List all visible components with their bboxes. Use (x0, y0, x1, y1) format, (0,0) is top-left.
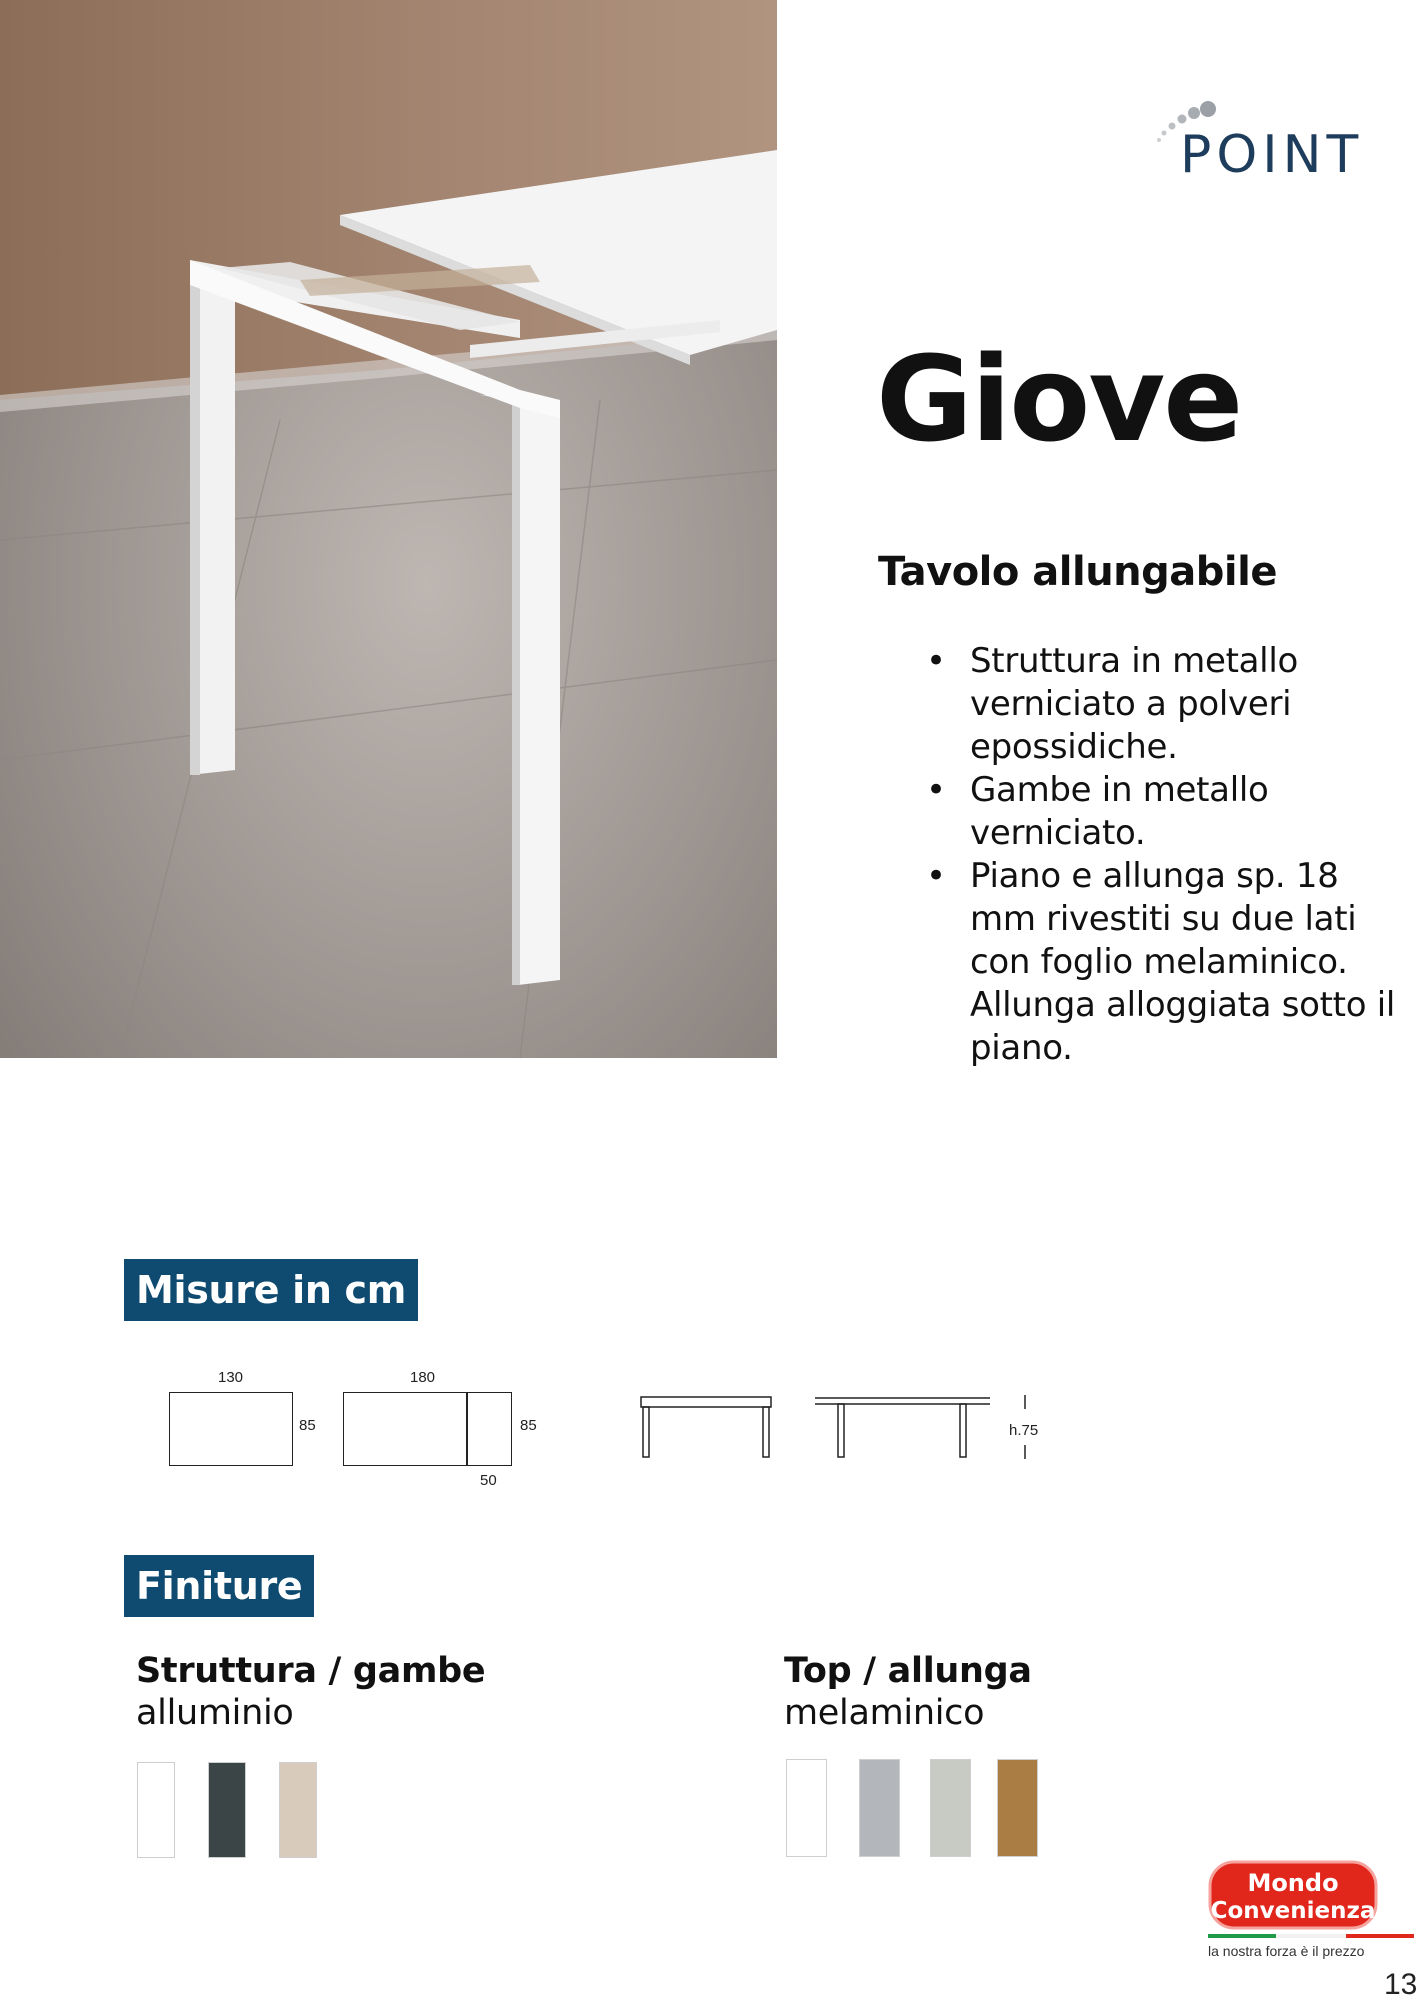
top-swatch-oak (997, 1759, 1038, 1857)
retailer-logo (1208, 1860, 1378, 1930)
structure-swatch-white (137, 1762, 175, 1858)
feature-item (926, 640, 1414, 769)
structure-swatch-beige (279, 1762, 317, 1858)
bullet-icon: • (926, 770, 946, 810)
structure-finish-group (136, 1650, 485, 1734)
top-swatch-concrete (859, 1759, 900, 1857)
top-finish-title: Top / allunga (784, 1651, 1032, 1691)
extension-length-label: 50 (480, 1472, 497, 1489)
finishes-heading: Finiture (124, 1555, 314, 1617)
top-swatch-light-grey (930, 1759, 971, 1857)
feature-text: Piano e allunga sp. 18 mm rivestiti su due lati con foglio melaminico. Allunga alloggiata sotto il piano. (970, 856, 1396, 1068)
closed-width-label: 130 (218, 1369, 244, 1386)
product-subtitle: Tavolo allungabile (878, 549, 1277, 595)
brand-logo (1150, 95, 1414, 185)
open-top-view-diagram (343, 1392, 512, 1466)
feature-text: Gambe in metallo verniciato. (970, 770, 1269, 853)
page-number: 13 (1384, 1968, 1417, 2001)
top-swatch-white (786, 1759, 827, 1857)
measures-heading: Misure in cm (124, 1259, 418, 1321)
closed-side-view-diagram (640, 1395, 778, 1461)
open-depth-label: 85 (520, 1417, 537, 1434)
closed-top-view-diagram (169, 1392, 293, 1466)
extension-divider (466, 1393, 468, 1465)
structure-finish-material: alluminio (136, 1693, 294, 1733)
top-finish-material: melaminico (784, 1693, 985, 1733)
feature-item (926, 769, 1414, 855)
italian-flag-strip (1208, 1934, 1414, 1938)
feature-text: Struttura in metallo verniciato a polveri epossidiche. (970, 641, 1298, 767)
structure-finish-title: Struttura / gambe (136, 1651, 486, 1691)
open-side-view-diagram (814, 1395, 994, 1461)
open-width-label: 180 (410, 1369, 436, 1386)
bullet-icon: • (926, 641, 946, 681)
bullet-icon: • (926, 856, 946, 896)
retailer-tagline: la nostra forza è il prezzo (1208, 1943, 1365, 1959)
retailer-name-line1: Mondo (1247, 1869, 1339, 1897)
retailer-name-line2: Convenienza (1210, 1898, 1376, 1924)
feature-list (926, 640, 1414, 1070)
product-photo (0, 0, 777, 1058)
product-title: Giove (876, 330, 1242, 468)
closed-depth-label: 85 (299, 1417, 316, 1434)
feature-item (926, 855, 1414, 1070)
table-photo-image (0, 0, 777, 1058)
height-label: h.75 (1009, 1422, 1039, 1439)
structure-swatch-anthracite (208, 1762, 246, 1858)
brand-name: POINT (1180, 125, 1364, 185)
top-finish-group (784, 1650, 1032, 1734)
